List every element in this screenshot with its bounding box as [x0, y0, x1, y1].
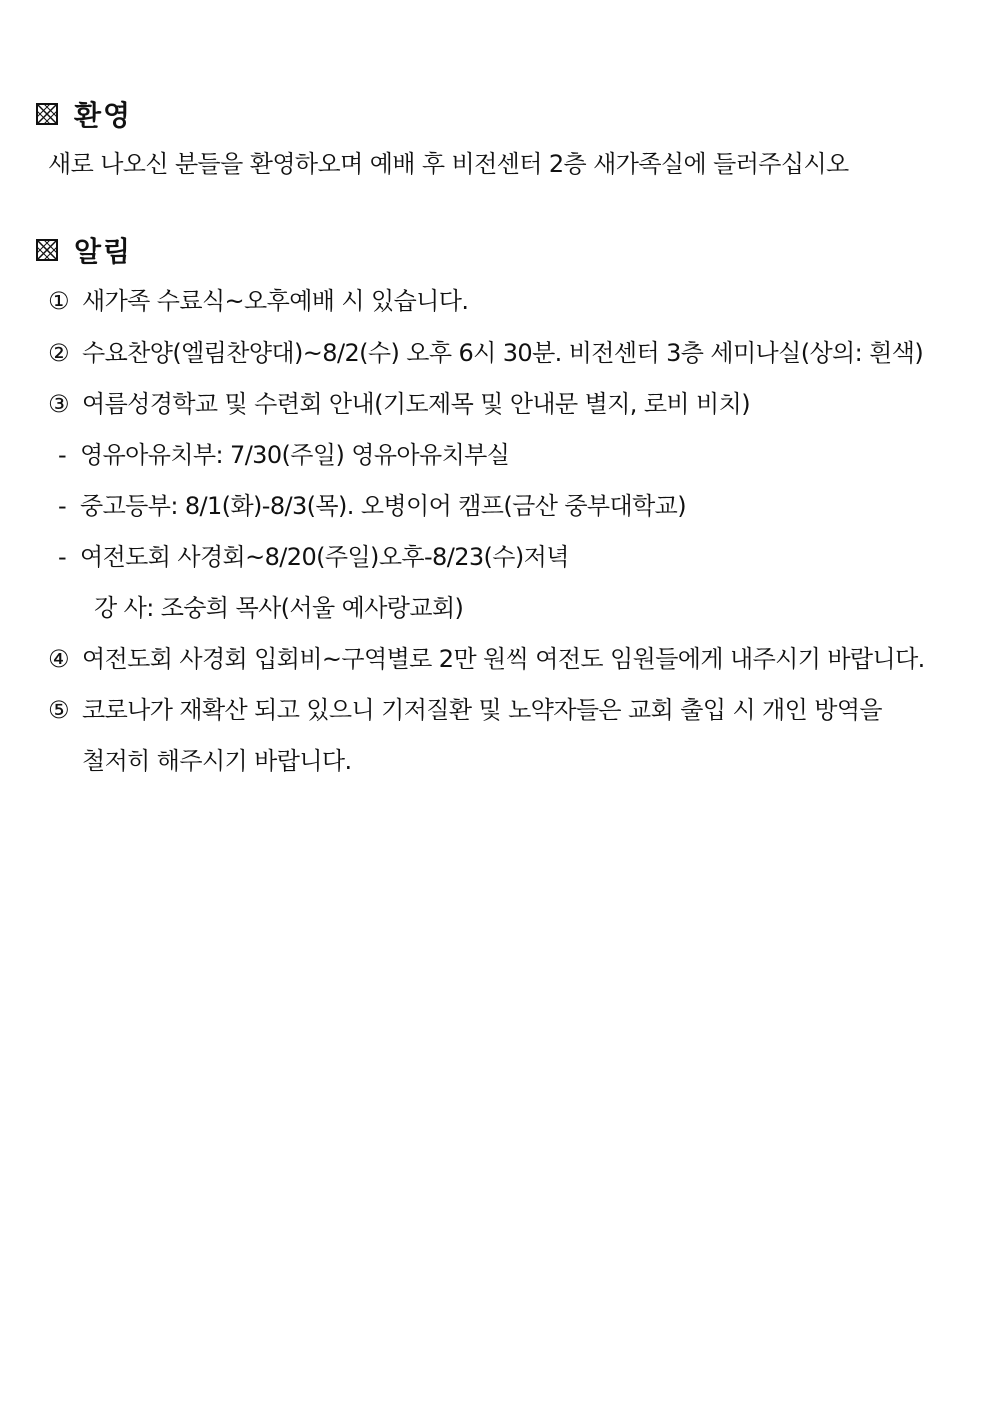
notice-item-continuation: 철저히 해주시기 바랍니다. [82, 747, 352, 775]
notices-title: 알림 [74, 235, 133, 268]
item-number: ⑤ [48, 696, 69, 724]
item-text: 여전도회 사경회 입회비~구역별로 2만 원씩 여전도 임원들에게 내주시기 바랍니다. [82, 645, 925, 673]
welcome-heading [36, 94, 952, 134]
sub-item-dash: - [58, 543, 67, 571]
speaker-line: 강 사: 조숭희 목사(서울 예사랑교회) [94, 594, 464, 622]
sub-item-text: 여전도회 사경회~8/20(주일)오후-8/23(수)저녁 [80, 543, 569, 571]
sub-item-dash: - [58, 441, 67, 469]
notice-item [48, 641, 925, 677]
welcome-text: 새로 나오신 분들을 환영하오며 예배 후 비전센터 2층 새가족실에 들러주십시오 [48, 150, 849, 178]
notice-item [48, 335, 923, 371]
sub-item-text: 중고등부: 8/1(화)-8/3(목). 오병이어 캠프(금산 중부대학교) [80, 492, 687, 520]
sub-item-text: 영유아유치부: 7/30(주일) 영유아유치부실 [80, 441, 510, 469]
item-text: 여름성경학교 및 수련회 안내(기도제목 및 안내문 별지, 로비 비치) [82, 390, 750, 418]
notice-sub-item [58, 539, 569, 575]
boxed-pattern-icon [36, 103, 58, 125]
item-number: ④ [48, 645, 69, 673]
notice-sub-item [58, 437, 509, 473]
item-text: 코로나가 재확산 되고 있으니 기저질환 및 노약자들은 교회 출입 시 개인 방역을 [82, 696, 883, 724]
item-number: ② [48, 339, 69, 367]
welcome-title: 환영 [74, 99, 133, 132]
item-number: ① [48, 287, 69, 315]
notices-heading [36, 230, 952, 270]
item-number: ③ [48, 390, 69, 418]
notice-sub-item [58, 488, 686, 524]
notice-item [48, 283, 468, 319]
notice-item [48, 386, 750, 422]
sub-item-dash: - [58, 492, 67, 520]
boxed-pattern-icon [36, 239, 58, 261]
item-text: 새가족 수료식~오후예배 시 있습니다. [82, 287, 469, 315]
notice-item [48, 692, 882, 728]
item-text: 수요찬양(엘림찬양대)~8/2(수) 오후 6시 30분. 비전센터 3층 세미나실(상의: 흰색) [82, 339, 924, 367]
